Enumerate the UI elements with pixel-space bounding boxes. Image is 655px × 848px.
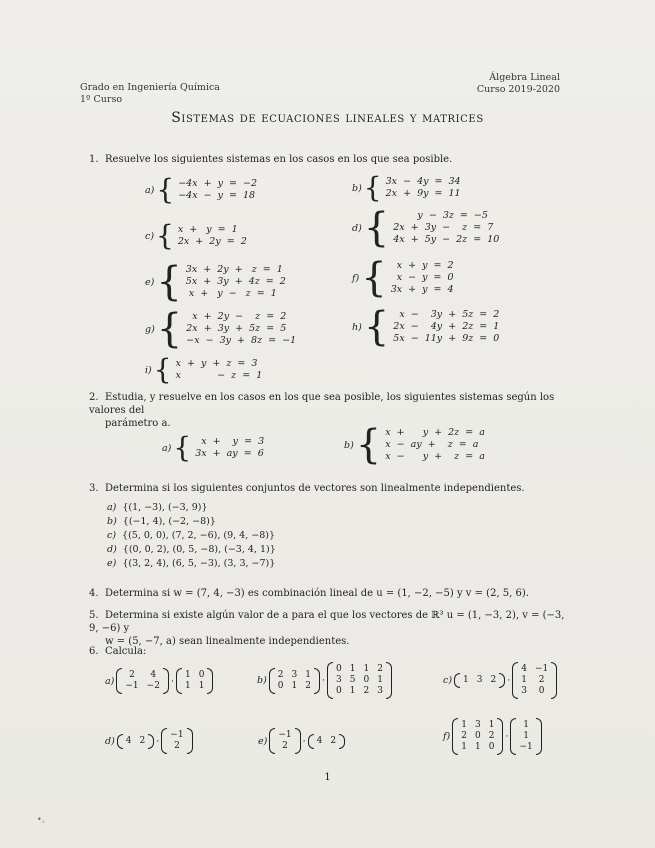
matrix: [452, 718, 503, 755]
matrix-entry: 2: [282, 741, 288, 751]
matrix: [116, 668, 169, 694]
matrix-entry: 1: [523, 731, 529, 741]
equation: x + y = 1: [177, 224, 238, 235]
system-1b: [352, 171, 461, 204]
item-label: e): [107, 558, 117, 569]
question-1: [89, 153, 452, 166]
question-text: Determina si w = (7, 4, −3) es combinación lineal de u = (1, −2, −5) y v = (2, 5, 6).: [105, 588, 529, 599]
list-item: [107, 501, 276, 515]
header-subject: Álgebra Lineal: [489, 72, 560, 83]
question-text: Resuelve los siguientes sistemas en los casos en los que sea posible.: [105, 154, 453, 165]
matrix-entry: 3: [336, 675, 342, 685]
matrix-entry: 1: [363, 664, 370, 674]
equation: x − y = 0: [390, 272, 454, 283]
page-title: Sistemas de ecuaciones lineales y matrices: [171, 110, 484, 126]
brace-icon: {: [361, 255, 387, 301]
system-label: b): [352, 182, 362, 194]
system-label: i): [145, 364, 152, 376]
matrix-entry: 0: [474, 731, 481, 741]
dot-operator: ·: [156, 735, 160, 747]
dot-operator: ·: [302, 735, 306, 747]
item-value: {(3, 2, 4), (6, 5, −3), (3, 3, −7)}: [122, 558, 276, 569]
item-label: c): [107, 530, 117, 541]
equation: x + y = 2: [390, 260, 454, 271]
matrix-entry: 4: [316, 735, 323, 746]
question-6: [89, 645, 146, 658]
matrix-entry: 3: [291, 669, 298, 680]
list-item: [107, 515, 276, 529]
matrix-entry: 0: [488, 742, 495, 752]
equation: 2x − 4y + 2z = 1: [393, 321, 500, 332]
matrix: [454, 673, 505, 688]
matrix: [308, 734, 345, 749]
matrix-entry: 4: [521, 664, 527, 674]
matrix-entry: 5: [349, 675, 356, 685]
item-label: e): [258, 735, 268, 747]
question-number: 1.: [89, 154, 99, 165]
item-label: d): [107, 544, 117, 555]
matrix-entry: 1: [521, 675, 527, 685]
question-number: 3.: [89, 483, 99, 494]
matrix-entry: 2: [305, 680, 311, 691]
matrix-entry: −1: [519, 742, 533, 752]
question-text: Estudia, y resuelve en los casos en los que sea posible, los siguientes sistemas según los valores del: [89, 392, 555, 416]
matrix-entry: −1: [170, 730, 184, 740]
item-value: {(1, −3), (−3, 9)}: [122, 502, 208, 513]
system-1c: [145, 219, 247, 252]
question-5: [89, 609, 569, 648]
equation: y − 3z = −5: [393, 210, 488, 221]
matrix-entry: 2: [488, 731, 495, 741]
matrix-entry: 4: [150, 670, 157, 680]
dot-operator: ·: [505, 731, 509, 742]
system-1a: [145, 173, 258, 206]
equation: 3x + y = 4: [390, 284, 454, 295]
system-label: f): [352, 272, 360, 284]
equation: 3x − 4y = 34: [385, 176, 461, 187]
system-1g: [145, 306, 297, 352]
dot-operator: ·: [322, 675, 326, 686]
system-label: d): [352, 222, 362, 234]
equation: x + y − z = 1: [185, 288, 277, 299]
matrix-entry: 1: [461, 742, 467, 752]
equation: x + y + 2z = a: [385, 427, 485, 438]
brace-icon: {: [363, 171, 382, 204]
calc-6c: [443, 662, 559, 699]
brace-icon: {: [363, 304, 390, 350]
matrix: [327, 662, 392, 699]
matrix-entry: 0: [277, 680, 284, 691]
system-1h: [352, 304, 500, 350]
system-label: c): [145, 230, 155, 242]
equation: 5x + 3y + 4z = 2: [185, 276, 286, 287]
question-text: Determina si los siguientes conjuntos de vectores son linealmente independientes.: [105, 483, 525, 494]
brace-icon: {: [156, 219, 174, 252]
equation: 3x + 2y + z = 1: [185, 264, 283, 275]
equation: 2x + 3y − z = 7: [393, 222, 494, 233]
brace-icon: {: [363, 205, 390, 251]
item-value: {(−1, 4), (−2, −8)}: [122, 516, 216, 527]
matrix: [512, 662, 557, 699]
equation: x − ay + z = a: [385, 439, 479, 450]
equation: x + y = 3: [195, 436, 265, 447]
matrix: [117, 734, 154, 749]
system-1i: [145, 353, 263, 386]
header-left: [80, 82, 220, 106]
vector-set-list: [107, 501, 276, 571]
header-course: Curso 2019-2020: [476, 84, 560, 95]
equation: 5x − 11y + 9z = 0: [393, 333, 500, 344]
system-2b: [344, 422, 485, 468]
question-text: Determina si existe algún valor de a para el que los vectores de ℝ³ u = (1, −3, 2), v = (−3, 9, −6) y: [89, 610, 565, 634]
question-number: 6.: [89, 646, 99, 657]
matrix-entry: 3: [521, 686, 527, 696]
matrix-entry: 2: [129, 670, 135, 680]
matrix-entry: 2: [490, 675, 497, 685]
dot-operator: ·: [170, 675, 174, 687]
calc-6a: [105, 668, 215, 694]
matrix-entry: 2: [363, 686, 370, 696]
matrix-entry: 1: [488, 720, 495, 730]
item-value: {(5, 0, 0), (7, 2, −6), (9, 4, −8)}: [122, 530, 275, 541]
item-value: {(0, 0, 2), (0, 5, −8), (−3, 4, 1)}: [122, 544, 276, 555]
brace-icon: {: [156, 259, 182, 305]
matrix: [269, 728, 300, 754]
matrix-entry: 2: [461, 731, 467, 741]
page-number: 1: [324, 772, 331, 783]
system-2a: [162, 431, 265, 464]
matrix: [269, 668, 320, 694]
matrix-entry: 3: [474, 720, 481, 730]
matrix-entry: 1: [198, 681, 205, 691]
matrix-entry: 1: [349, 664, 356, 674]
matrix-entry: −1: [535, 664, 549, 674]
matrix-entry: 0: [363, 675, 370, 685]
equation: x − 3y + 5z = 2: [393, 309, 500, 320]
item-label: d): [105, 735, 115, 747]
matrix-entry: 1: [184, 670, 191, 680]
matrix-entry: 1: [461, 720, 467, 730]
item-label: b): [257, 675, 267, 686]
calc-6b: [257, 662, 394, 699]
item-label: b): [107, 516, 117, 527]
system-label: b): [344, 439, 354, 451]
equation: −4x − y = 18: [178, 190, 256, 201]
equation: −x − 3y + 8z = −1: [186, 335, 297, 346]
question-3: [89, 482, 525, 495]
brace-icon: {: [156, 173, 175, 206]
calc-6d: [105, 728, 195, 754]
list-item: [107, 543, 276, 557]
header-degree: Grado en Ingeniería Química: [80, 82, 220, 93]
matrix-entry: 0: [336, 664, 342, 674]
matrix-entry: 2: [377, 664, 383, 674]
system-label: g): [145, 323, 155, 335]
matrix-entry: 1: [349, 686, 356, 696]
brace-icon: {: [153, 353, 172, 386]
matrix-entry: 1: [305, 669, 311, 680]
matrix-entry: 2: [174, 741, 180, 751]
stray-mark: •。: [37, 815, 50, 824]
equation: 2x + 9y = 11: [385, 188, 461, 199]
matrix-entry: 1: [377, 675, 383, 685]
question-text-cont: w = (5, −7, a) sean linealmente independientes.: [105, 636, 350, 647]
question-number: 4.: [89, 588, 99, 599]
equation: 3x + ay = 6: [195, 448, 264, 459]
system-1e: [145, 259, 286, 305]
matrix-entry: 0: [198, 670, 205, 680]
item-label: c): [443, 675, 453, 686]
header-year: 1º Curso: [80, 94, 123, 105]
item-label: a): [105, 675, 115, 687]
equation: x − z = 1: [175, 370, 263, 381]
brace-icon: {: [156, 306, 183, 352]
matrix-entry: 2: [277, 669, 284, 680]
equation: 4x + 5y − 2z = 10: [393, 234, 500, 245]
matrix-entry: −1: [125, 681, 139, 691]
matrix-entry: 3: [476, 675, 483, 685]
item-label: a): [107, 502, 117, 513]
matrix-entry: 2: [330, 735, 337, 746]
system-label: a): [145, 184, 155, 196]
matrix-entry: −1: [278, 730, 292, 740]
system-label: a): [162, 442, 172, 454]
question-number: 2.: [89, 392, 99, 403]
matrix-entry: 1: [523, 720, 529, 730]
calc-6e: [258, 728, 347, 754]
matrix-entry: 3: [377, 686, 383, 696]
system-label: h): [352, 321, 362, 333]
brace-icon: {: [355, 422, 382, 468]
equation: −4x + y = −2: [178, 178, 258, 189]
system-label: e): [145, 276, 155, 288]
dot-operator: ·: [507, 675, 511, 686]
system-1d: [352, 205, 500, 251]
matrix: [510, 718, 541, 755]
list-item: [107, 557, 276, 571]
matrix-entry: 1: [184, 681, 191, 691]
matrix-entry: 1: [463, 675, 469, 685]
question-number: 5.: [89, 610, 99, 621]
matrix: [161, 728, 192, 754]
equation: x + 2y − z = 2: [186, 311, 287, 322]
matrix-entry: 0: [538, 686, 545, 696]
calc-6f: [443, 718, 544, 755]
question-text-cont: parámetro a.: [105, 418, 171, 429]
equation: x − y + z = a: [385, 451, 485, 462]
system-1f: [352, 255, 454, 301]
question-4: [89, 587, 529, 600]
question-text: Calcula:: [105, 646, 147, 657]
matrix-entry: 0: [336, 686, 342, 696]
question-2: [89, 391, 569, 430]
equation: x + y + z = 3: [175, 358, 258, 369]
matrix-entry: −2: [146, 681, 160, 691]
matrix-entry: 4: [125, 735, 132, 746]
matrix-entry: 1: [474, 742, 481, 752]
matrix-entry: 2: [139, 735, 146, 746]
brace-icon: {: [173, 431, 192, 464]
list-item: [107, 529, 276, 543]
equation: 2x + 2y = 2: [177, 236, 247, 247]
header-right: [477, 72, 560, 96]
matrix-entry: 1: [291, 680, 298, 691]
equation: 2x + 3y + 5z = 5: [186, 323, 287, 334]
item-label: f): [443, 731, 451, 742]
matrix-entry: 2: [538, 675, 545, 685]
matrix: [176, 668, 213, 694]
